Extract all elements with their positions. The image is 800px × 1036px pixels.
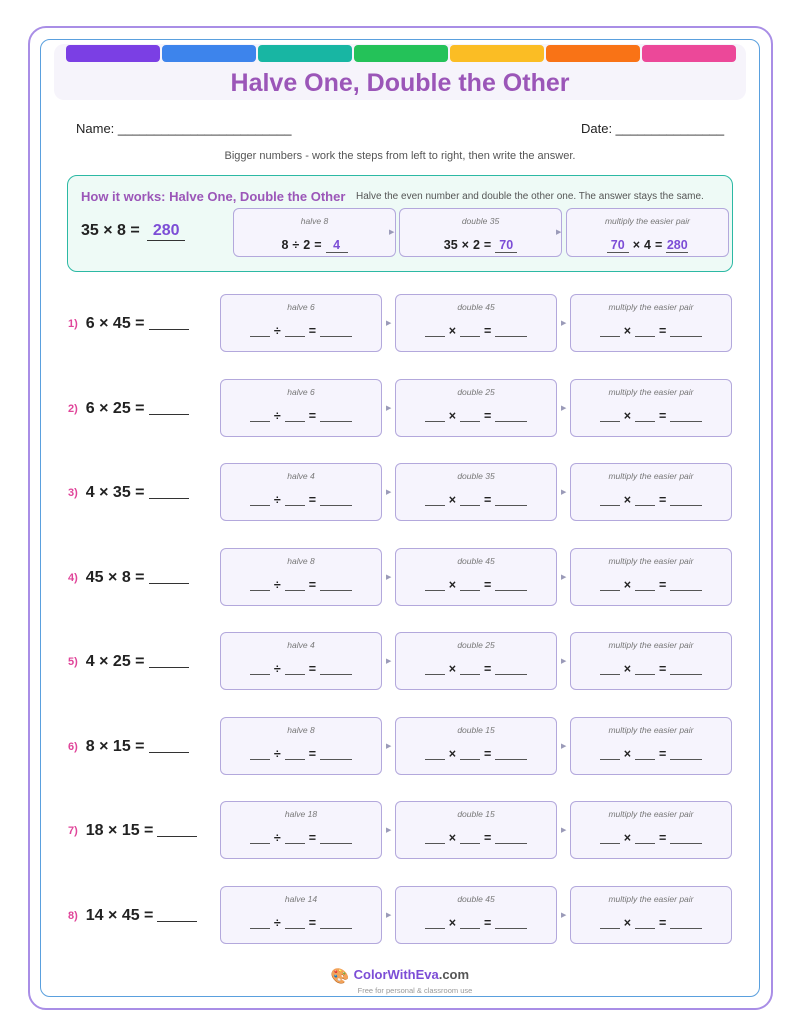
problem-equation	[68, 907, 197, 925]
arrow-right-icon: ▶	[386, 489, 392, 496]
arrow-right-icon: ▶	[386, 658, 392, 665]
blank-input[interactable]	[460, 917, 480, 929]
blank-input[interactable]	[320, 663, 352, 675]
operator: ×	[448, 324, 456, 338]
operator: ÷	[273, 662, 281, 676]
blank-input[interactable]	[460, 832, 480, 844]
blank-input[interactable]	[635, 579, 655, 591]
step-expression	[571, 578, 731, 592]
step-box	[570, 548, 732, 606]
equals-sign: =	[308, 493, 317, 507]
step-caption: multiply the easier pair	[604, 216, 691, 226]
equals-sign: =	[659, 324, 667, 338]
operator: ×	[448, 662, 456, 676]
step-box	[220, 548, 382, 606]
step-box	[570, 463, 732, 521]
blank-input[interactable]	[320, 748, 352, 760]
equals-sign: =	[484, 831, 492, 845]
color-stripe-segment	[258, 45, 352, 62]
problem-number: 8)	[68, 910, 78, 922]
blank-input[interactable]	[460, 325, 480, 337]
step-caption: multiply the easier pair	[608, 725, 694, 735]
equals-sign: =	[484, 493, 492, 507]
arrow-right-icon: ▶	[386, 320, 392, 327]
step-expression	[221, 578, 381, 592]
step-box	[395, 801, 557, 859]
arrow-right-icon: ▶	[386, 405, 392, 412]
blank-input[interactable]	[600, 917, 620, 929]
blank-input[interactable]	[285, 579, 305, 591]
operator: ×	[623, 916, 631, 930]
problem-text: 6 × 25 =	[85, 400, 145, 417]
answer-line[interactable]	[149, 654, 189, 668]
step-operand: 8	[281, 238, 289, 252]
problem-equation	[68, 653, 189, 671]
problem-number: 5)	[68, 656, 78, 668]
step-box	[395, 632, 557, 690]
arrow-right-icon: ▶	[386, 743, 392, 750]
blank-input[interactable]	[460, 663, 480, 675]
filled-value: 4	[326, 238, 348, 253]
blank-input[interactable]	[320, 917, 352, 929]
step-caption: halve 8	[300, 216, 329, 226]
operator: ÷	[273, 916, 281, 930]
operator: ×	[461, 238, 469, 252]
equals-sign: =	[308, 409, 317, 423]
step-caption: halve 4	[287, 471, 315, 481]
answer-line[interactable]	[149, 401, 189, 415]
problem-text: 4 × 35 =	[85, 484, 145, 501]
problem-equation	[68, 569, 189, 587]
equals-sign: =	[308, 662, 317, 676]
blank-input[interactable]	[495, 579, 527, 591]
filled-value: 70	[607, 238, 629, 253]
answer-line[interactable]	[149, 739, 189, 753]
step-operand: 2	[303, 238, 311, 252]
answer-line[interactable]	[157, 908, 197, 922]
operator: ×	[448, 831, 456, 845]
blank-input[interactable]	[670, 494, 702, 506]
blank-input[interactable]	[670, 325, 702, 337]
operator: ×	[623, 662, 631, 676]
blank-input[interactable]	[320, 579, 352, 591]
blank-input[interactable]	[635, 410, 655, 422]
blank-input[interactable]	[250, 494, 270, 506]
operator: ×	[448, 493, 456, 507]
arrow-right-icon: ▶	[561, 743, 567, 750]
problem-number: 6)	[68, 741, 78, 753]
blank-input[interactable]	[285, 663, 305, 675]
step-box	[570, 801, 732, 859]
equals-sign: =	[659, 662, 667, 676]
step-expression	[221, 747, 381, 761]
example-equation	[81, 222, 185, 241]
operator: ×	[448, 916, 456, 930]
problem-number: 2)	[68, 403, 78, 415]
example-step-box	[233, 208, 396, 257]
blank-input[interactable]	[600, 832, 620, 844]
step-expression	[396, 324, 556, 338]
blank-input[interactable]	[425, 494, 445, 506]
blank-input[interactable]	[600, 410, 620, 422]
blank-input[interactable]	[635, 325, 655, 337]
step-caption: multiply the easier pair	[608, 556, 694, 566]
equals-sign: =	[659, 747, 667, 761]
blank-input[interactable]	[635, 494, 655, 506]
step-caption: double 15	[457, 809, 495, 819]
footer	[0, 966, 800, 995]
equals-sign: =	[484, 747, 492, 761]
color-stripe-segment	[450, 45, 544, 62]
page-title: Halve One, Double the Other	[230, 69, 570, 97]
example-answer: 280	[147, 222, 185, 241]
operator: ×	[448, 578, 456, 592]
step-box	[570, 379, 732, 437]
palette-icon: 🎨	[330, 968, 350, 985]
step-expression	[571, 409, 731, 423]
operator: ÷	[273, 409, 281, 423]
step-expression	[396, 747, 556, 761]
step-caption: halve 6	[287, 302, 315, 312]
blank-input[interactable]	[320, 410, 352, 422]
step-caption: double 45	[457, 894, 495, 904]
step-caption: halve 18	[284, 809, 318, 819]
blank-input[interactable]	[285, 410, 305, 422]
step-box	[220, 717, 382, 775]
blank-input[interactable]	[460, 579, 480, 591]
equals-sign: =	[659, 409, 667, 423]
equals-sign: =	[659, 831, 667, 845]
step-caption: double 25	[457, 387, 495, 397]
operator: ×	[623, 493, 631, 507]
step-expression	[221, 493, 381, 507]
step-expression	[396, 662, 556, 676]
step-expression	[221, 324, 381, 338]
blank-input[interactable]	[425, 663, 445, 675]
blank-input[interactable]	[600, 579, 620, 591]
blank-input[interactable]	[285, 832, 305, 844]
blank-input[interactable]	[635, 917, 655, 929]
step-box	[570, 886, 732, 944]
operator: ÷	[273, 493, 281, 507]
step-box	[570, 632, 732, 690]
equals-sign: =	[659, 916, 667, 930]
how-it-works-description: Halve the even number and double the other one. The answer stays the same.	[356, 191, 704, 202]
blank-input[interactable]	[495, 663, 527, 675]
arrow-right-icon: ▶	[561, 489, 567, 496]
equals-sign: =	[484, 578, 492, 592]
operator: ÷	[273, 324, 281, 338]
footer-tagline: Free for personal & classroom use	[357, 986, 473, 995]
step-box	[220, 294, 382, 352]
step-box	[220, 463, 382, 521]
blank-input[interactable]	[250, 832, 270, 844]
blank-input[interactable]	[250, 748, 270, 760]
example-step-box	[399, 208, 562, 257]
blank-input[interactable]	[285, 748, 305, 760]
arrow-right-icon: ▶	[386, 912, 392, 919]
equals-sign: =	[654, 238, 663, 252]
step-expression	[221, 916, 381, 930]
problem-text: 6 × 45 =	[85, 315, 145, 332]
operator: ×	[448, 409, 456, 423]
step-caption: double 35	[457, 471, 495, 481]
color-stripe-segment	[354, 45, 448, 62]
step-box	[395, 717, 557, 775]
operator: ×	[623, 831, 631, 845]
operator: ×	[623, 578, 631, 592]
blank-input[interactable]	[670, 410, 702, 422]
date-field[interactable]: Date: _______________	[581, 121, 725, 136]
step-operand: 35	[443, 238, 458, 252]
step-expression	[567, 238, 728, 253]
example-equation-text: 35 × 8 =	[81, 222, 140, 239]
blank-input[interactable]	[425, 410, 445, 422]
step-caption: multiply the easier pair	[608, 387, 694, 397]
operator: ÷	[273, 747, 281, 761]
blank-input[interactable]	[250, 579, 270, 591]
filled-value: 280	[666, 238, 688, 252]
blank-input[interactable]	[320, 832, 352, 844]
equals-sign: =	[484, 409, 492, 423]
step-box	[220, 632, 382, 690]
step-box	[570, 294, 732, 352]
step-box	[220, 379, 382, 437]
step-expression	[221, 409, 381, 423]
example-step-box	[566, 208, 729, 257]
step-caption: double 45	[457, 302, 495, 312]
equals-sign: =	[308, 747, 317, 761]
step-caption: halve 14	[284, 894, 318, 904]
operator: ×	[632, 238, 641, 252]
color-stripe-segment	[642, 45, 736, 62]
step-box	[395, 886, 557, 944]
step-expression	[234, 238, 395, 253]
blank-input[interactable]	[600, 325, 620, 337]
operator: ÷	[292, 238, 300, 252]
brand-name: ColorWithEva.com	[353, 967, 470, 982]
equals-sign: =	[659, 578, 667, 592]
answer-line[interactable]	[157, 823, 197, 837]
blank-input[interactable]	[670, 748, 702, 760]
color-stripe-segment	[162, 45, 256, 62]
problem-equation	[68, 400, 189, 418]
step-caption: halve 6	[287, 387, 315, 397]
step-caption: halve 8	[287, 556, 315, 566]
equals-sign: =	[308, 831, 317, 845]
equals-sign: =	[484, 662, 492, 676]
blank-input[interactable]	[600, 494, 620, 506]
name-field[interactable]: Name: ________________________	[76, 121, 292, 136]
step-box	[395, 379, 557, 437]
step-expression	[396, 409, 556, 423]
equals-sign: =	[483, 238, 492, 252]
how-it-works-title: How it works: Halve One, Double the Other	[81, 189, 346, 204]
equals-sign: =	[659, 493, 667, 507]
blank-input[interactable]	[635, 748, 655, 760]
operator: ÷	[273, 831, 281, 845]
blank-input[interactable]	[670, 663, 702, 675]
problem-number: 3)	[68, 487, 78, 499]
step-expression	[221, 662, 381, 676]
step-expression	[396, 831, 556, 845]
problem-text: 14 × 45 =	[85, 907, 154, 924]
step-caption: multiply the easier pair	[608, 894, 694, 904]
blank-input[interactable]	[285, 325, 305, 337]
answer-line[interactable]	[149, 316, 189, 330]
blank-input[interactable]	[460, 494, 480, 506]
blank-input[interactable]	[495, 832, 527, 844]
blank-input[interactable]	[495, 494, 527, 506]
equals-sign: =	[308, 916, 317, 930]
step-box	[395, 463, 557, 521]
color-stripe-bar	[66, 45, 736, 62]
step-box	[570, 717, 732, 775]
step-expression	[571, 747, 731, 761]
filled-value: 70	[495, 238, 517, 253]
step-caption: multiply the easier pair	[608, 471, 694, 481]
step-expression	[396, 493, 556, 507]
operator: ×	[623, 409, 631, 423]
blank-input[interactable]	[425, 325, 445, 337]
blank-input[interactable]	[670, 832, 702, 844]
step-caption: multiply the easier pair	[608, 302, 694, 312]
blank-input[interactable]	[635, 663, 655, 675]
arrow-right-icon: ▶	[561, 405, 567, 412]
step-caption: halve 4	[287, 640, 315, 650]
step-expression	[571, 916, 731, 930]
blank-input[interactable]	[425, 579, 445, 591]
step-caption: multiply the easier pair	[608, 640, 694, 650]
arrow-right-icon: ▶	[561, 827, 567, 834]
problem-text: 18 × 15 =	[85, 822, 154, 839]
operator: ×	[623, 747, 631, 761]
blank-input[interactable]	[320, 325, 352, 337]
equals-sign: =	[308, 578, 317, 592]
problem-equation	[68, 738, 189, 756]
problem-number: 1)	[68, 318, 78, 330]
blank-input[interactable]	[670, 579, 702, 591]
step-expression	[396, 916, 556, 930]
blank-input[interactable]	[285, 494, 305, 506]
problem-equation	[68, 822, 197, 840]
blank-input[interactable]	[250, 325, 270, 337]
instructions: Bigger numbers - work the steps from left to right, then write the answer.	[224, 150, 576, 162]
problem-text: 45 × 8 =	[85, 569, 145, 586]
arrow-right-icon: ▶	[389, 229, 395, 236]
blank-input[interactable]	[600, 663, 620, 675]
blank-input[interactable]	[670, 917, 702, 929]
blank-input[interactable]	[460, 748, 480, 760]
arrow-right-icon: ▶	[561, 658, 567, 665]
answer-line[interactable]	[149, 570, 189, 584]
color-stripe-segment	[546, 45, 640, 62]
color-stripe-segment	[66, 45, 160, 62]
blank-input[interactable]	[460, 410, 480, 422]
step-caption: multiply the easier pair	[608, 809, 694, 819]
step-expression	[571, 493, 731, 507]
step-box	[220, 801, 382, 859]
arrow-right-icon: ▶	[556, 229, 562, 236]
step-operand: 4	[644, 238, 651, 252]
problem-text: 4 × 25 =	[85, 653, 145, 670]
arrow-right-icon: ▶	[561, 912, 567, 919]
blank-input[interactable]	[425, 832, 445, 844]
operator: ×	[623, 324, 631, 338]
equals-sign: =	[484, 324, 492, 338]
arrow-right-icon: ▶	[561, 574, 567, 581]
operator: ×	[448, 747, 456, 761]
blank-input[interactable]	[250, 410, 270, 422]
blank-input[interactable]	[250, 663, 270, 675]
blank-input[interactable]	[495, 917, 527, 929]
problem-equation	[68, 315, 189, 333]
step-caption: double 45	[457, 556, 495, 566]
blank-input[interactable]	[250, 917, 270, 929]
step-expression	[571, 324, 731, 338]
step-box	[220, 886, 382, 944]
equals-sign: =	[308, 324, 317, 338]
equals-sign: =	[314, 238, 322, 252]
problem-text: 8 × 15 =	[85, 738, 145, 755]
step-expression	[396, 578, 556, 592]
blank-input[interactable]	[495, 325, 527, 337]
step-box	[395, 548, 557, 606]
problem-number: 4)	[68, 572, 78, 584]
step-box	[395, 294, 557, 352]
step-operand: 2	[472, 238, 480, 252]
equals-sign: =	[484, 916, 492, 930]
blank-input[interactable]	[425, 917, 445, 929]
blank-input[interactable]	[425, 748, 445, 760]
operator: ÷	[273, 578, 281, 592]
blank-input[interactable]	[495, 748, 527, 760]
blank-input[interactable]	[285, 917, 305, 929]
step-caption: double 15	[457, 725, 495, 735]
step-expression	[400, 238, 561, 253]
step-caption: double 35	[461, 216, 500, 226]
step-expression	[571, 831, 731, 845]
step-caption: halve 8	[287, 725, 315, 735]
step-caption: double 25	[457, 640, 495, 650]
arrow-right-icon: ▶	[561, 320, 567, 327]
arrow-right-icon: ▶	[386, 827, 392, 834]
blank-input[interactable]	[635, 832, 655, 844]
arrow-right-icon: ▶	[386, 574, 392, 581]
answer-line[interactable]	[149, 485, 189, 499]
blank-input[interactable]	[600, 748, 620, 760]
blank-input[interactable]	[495, 410, 527, 422]
step-expression	[571, 662, 731, 676]
problem-equation	[68, 484, 189, 502]
problem-number: 7)	[68, 825, 78, 837]
blank-input[interactable]	[320, 494, 352, 506]
step-expression	[221, 831, 381, 845]
